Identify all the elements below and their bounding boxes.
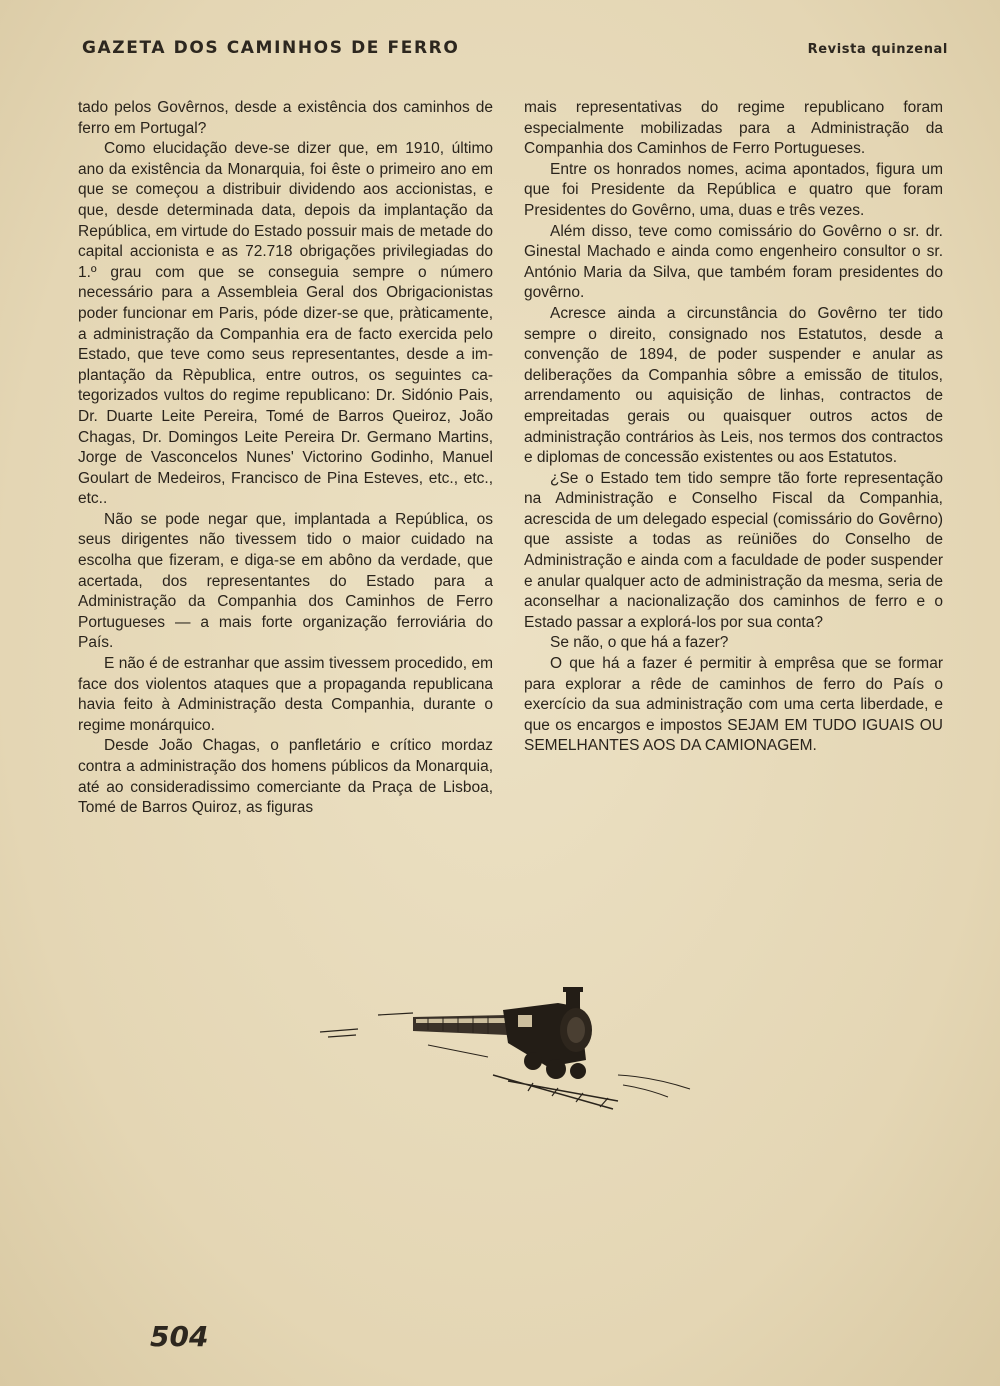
paragraph: Não se pode negar que, implantada a República, os seus dirigentes não tivessem tido o maior cuidado na escolha que fizeram, e diga-se em abôno da verdade, que acertada, dos representantes do Estado para a Administração da Companhia dos Caminhos de Ferro Portugueses — a mais forte organização ferroviária do País. <box>78 510 493 652</box>
paragraph: Como elucidação deve-se dizer que, em 1910, último ano da existência da Monarquia, foi êste o primeiro ano em que se começou a distribuir dividendo aos accionistas, e que, desde determinada data, depois da implantação da República, em virtude do Estado possuir mais de metade do capital accionista e as 72.718 obrigações privilegiadas do 1.º grau com que se conseguia sempre o número necessário para a Assembleia Geral dos Obrigacionistas poder funcionar em Paris, póde dizer-se que, pràticamente, a administração da Companhia era de facto exercida pelo Estado, que teve como seus representantes, desde a implantação da Rèpublica, entre outros, os seguintes categorizados vultos do regime republicano: Dr. Sidónio Pais, Dr. Duarte Leite Pereira, Tomé de Barros Queiroz, João Chagas, Dr. Domingos Leite Pereira Dr. Germano Martins, Jorge de Vasconcelos Nunes' Victorino Godinho, Manuel Goulart de Medeiros, Francisco de Pina Esteves, etc., etc., etc.. <box>78 140 493 508</box>
page-number: 504 <box>150 1320 209 1353</box>
right-column <box>524 98 943 757</box>
paragraph: Entre os honrados nomes, acima apontados, figura um que foi Presidente da República e quatro que foram Presidentes do Govêrno, uma, duas e três vezes. <box>524 160 943 219</box>
paragraph: mais representativas do regime republicano foram especialmente mobilizadas para a Administração da Companhia dos Caminhos de Ferro Portugueses. <box>524 99 943 158</box>
journal-title: GAZETA DOS CAMINHOS DE FERRO <box>82 38 460 58</box>
paragraph: Se não, o que há a fazer? <box>550 634 729 652</box>
paragraph: O que há a fazer é permitir à emprêsa que se formar para explorar a rêde de caminhos de ferro do País o exercício da sua administração com uma certa liberdade, e que os encargos e impostos SEJAM EM TUDO IGUAIS OU SEMELHANTES AOS DA CAMIONAGEM. <box>524 655 943 755</box>
paragraph: Desde João Chagas, o panfletário e crítico mordaz contra a administração dos homens públicos da Monarquia, até ao consideradissimo comerciante da Praça de Lisboa, Tomé de Barros Quiroz, as figuras <box>78 737 493 817</box>
steam-train-illustration-icon <box>318 985 693 1110</box>
paragraph: ¿Se o Estado tem tido sempre tão forte representação na Administração e Conselho Fiscal da Companhia, acrescida de um delegado especial (comissário do Govêrno) que assiste a todas as reüniões do Conselho de Administração e ainda com a faculdade de poder suspender e anular qualquer acto de administração da mesma, seria de aconselhar a nacionalização dos caminhos de ferro e o Estado passar a explorá-los por sua conta? <box>524 469 943 631</box>
left-column <box>78 98 493 819</box>
paragraph: E não é de estranhar que assim tivessem procedido, em face dos violentos ataques que a propaganda republicana havia feito à Administração desta Companhia, durante o regime monárquico. <box>78 655 493 734</box>
paragraph: tado pelos Govêrnos, desde a existência dos caminhos de ferro em Portugal? <box>78 99 493 137</box>
paragraph: Além disso, teve como comissário do Govêrno o sr. dr. Ginestal Machado e ainda como engenheiro consultor o sr. António Maria da Silva, que também foram presidentes do govêrno. <box>524 222 943 302</box>
journal-subtitle: Revista quinzenal <box>807 42 948 57</box>
paragraph: Acresce ainda a circunstância do Govêrno ter tido sempre o direito, consignado nos Estatutos, desde a convenção de 1894, de poder suspender e anular as deliberações da Companhia sôbre a emissão de titulos, arrendamento ou aquisição de linhas, contractos de empreitadas gerais ou quaisquer outros actos de administração contrários às Leis, nos termos dos contractos e diplomas de concessão existentes ou aos Estatutos. <box>524 304 943 467</box>
